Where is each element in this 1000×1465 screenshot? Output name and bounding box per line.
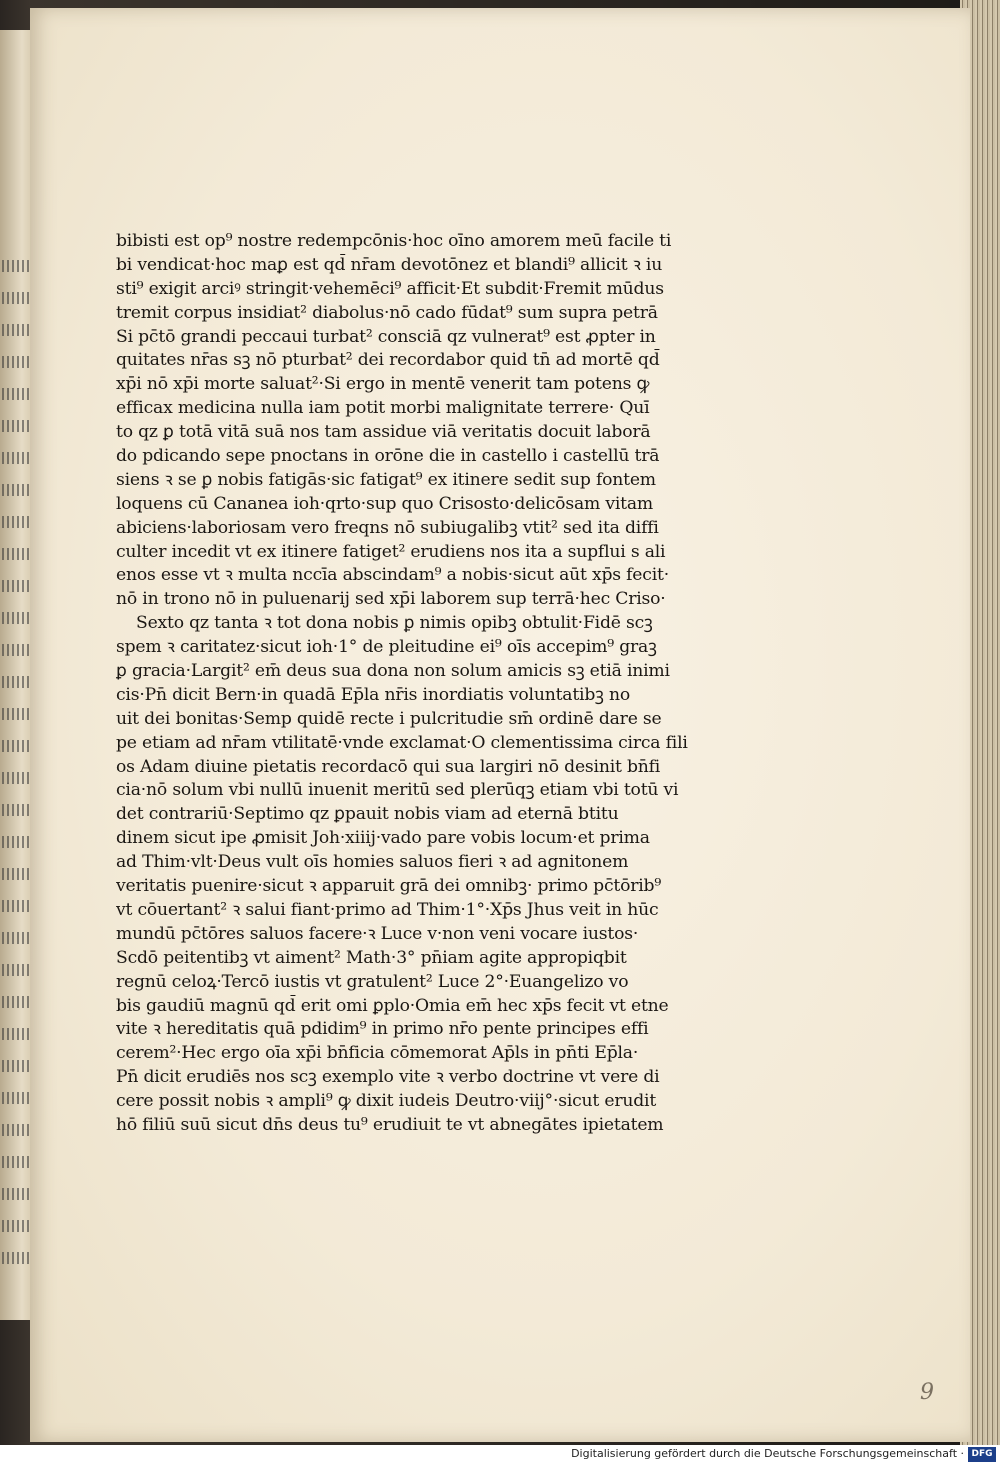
- text-line: tremit corpus insidiat² diabolus·nō cado fūdat⁹ sum supra petrā: [116, 302, 658, 323]
- text-line: uit dei bonitas·Semp quidē recte i pulcritudie sm̄ ordinē dare se: [116, 708, 662, 729]
- text-line: Sexto qz tanta ꝛ tot dona nobis ꝑ nimis opibꝫ obtulit·Fidē scꝫ: [136, 613, 653, 634]
- text-line: ꝑ gracia·Largit² em̄ deus sua dona non solum amicis sꝫ etiā inimi: [116, 661, 670, 682]
- text-line: enos esse vt ꝛ multa nccīa abscindam⁹ a nobis·sicut aūt xp̄s fecit·: [116, 565, 669, 586]
- footer-bar: [0, 1445, 1000, 1465]
- text-line: do pdicando sepe pnoctans in orōne die in castello i castellū trā: [116, 446, 660, 467]
- text-line: vt cōuertant² ꝛ salui fiant·primo ad Thim·1°·Xp̄s Jhus veit in hūc: [116, 899, 659, 920]
- text-line: regnū celoꝝ·Tercō iustis vt gratulent² Luce 2°·Euangelizo vo: [116, 971, 629, 992]
- text-line: Si pc̄tō grandi peccaui turbat² consciā qz vulnerat⁹ est ꝓpter in: [116, 326, 656, 347]
- dfg-logo-icon: DFG: [968, 1447, 996, 1462]
- text-line: mundū pc̄tōres saluos facere·ꝛ Luce v·non veni vocare iustos·: [116, 923, 639, 944]
- text-line: cia·nō solum vbi nullū inuenit meritū sed plerūqꝫ etiam vbi totū vi: [116, 780, 679, 801]
- text-line: dinem sicut ipe ꝓmisit Joh·xiiij·vado pare vobis locum·et prima: [116, 828, 650, 849]
- text-line: sti⁹ exigit arciꝰ stringit·vehemēci⁹ afficit·Et subdit·Fremit mūdus: [116, 278, 664, 299]
- text-line: loquens cū Cananea ioh·qrto·sup quo Crisosto·delicōsam vitam: [116, 493, 654, 514]
- text-line: abiciens·laboriosam vero freqns nō subiugalibꝫ vtit² sed ita diffi: [116, 517, 659, 538]
- text-line: cerem²·Hec ergo oīa xp̄i bn̄ficia cōmemorat Ap̄ls in pn̄ti Ep̄la·: [116, 1043, 639, 1064]
- text-line: veritatis puenire·sicut ꝛ apparuit grā dei omnibꝫ· primo pc̄tōrib⁹: [116, 876, 662, 897]
- text-line: pe etiam ad nr̄am vtilitatē·vnde exclamat·O clementissima circa fili: [116, 732, 688, 753]
- text-line: efficax medicina nulla iam potit morbi malignitate terrere· Quī: [116, 398, 650, 419]
- text-line: siens ꝛ se ꝑ nobis fatigās·sic fatigat⁹ ex itinere sedit sup fontem: [116, 469, 656, 490]
- text-line: cere possit nobis ꝛ ampli⁹ ꝙ dixit iudeis Deutro·viij°·sicut erudit: [116, 1091, 657, 1112]
- text-line: hō filiū suū sicut dn̄s deus tu⁹ erudiuit te vt abnegātes ipietatem: [116, 1114, 664, 1135]
- funding-credit: Digitalisierung gefördert durch die Deutsche Forschungsgemeinschaft ·: [571, 1447, 964, 1460]
- text-line: spem ꝛ caritatez·sicut ioh·1° de pleitudine ei⁹ oīs accepim⁹ graꝫ: [116, 637, 657, 658]
- text-line: quitates nr̄as sꝫ nō pturbat² dei recordabor quid tn̄ ad mortē qd̄: [116, 350, 660, 371]
- text-line: Pn̄ dicit erudiēs nos scꝫ exemplo vite ꝛ verbo doctrine vt vere di: [116, 1067, 660, 1088]
- text-line: Scdō peitentibꝫ vt aiment² Math·3° pn̄iam agite appropiqbit: [116, 947, 627, 968]
- text-block: [116, 230, 776, 1138]
- text-line: ad Thim·vlt·Deus vult oīs homies saluos fieri ꝛ ad agnitonem: [116, 852, 629, 873]
- text-line: bis gaudiū magnū qd̄ erit omi ꝑplo·Omia em̄ hec xp̄s fecit vt etne: [116, 995, 669, 1016]
- text-line: det contrariū·Septimo qz ꝑpauit nobis viam ad eternā btitu: [116, 804, 619, 825]
- folio-number: 9: [920, 1380, 934, 1405]
- text-line: nō in trono nō in puluenarij sed xp̄i laborem sup terrā·hec Criso·: [116, 589, 666, 610]
- text-line: to qz ꝑ totā vitā suā nos tam assidue viā veritatis docuit laborā: [116, 422, 651, 443]
- text-line: xp̄i nō xp̄i morte saluat²·Si ergo in mentē venerit tam potens ꝙ: [116, 374, 650, 395]
- text-line: vite ꝛ hereditatis quā pdidim⁹ in primo nr̄o pente principes effi: [116, 1019, 649, 1040]
- text-line: os Adam diuine pietatis recordacō qui sua largiri nō desinit bn̄fi: [116, 756, 661, 777]
- text-line: bi vendicat·hoc maꝑ est qd̄ nr̄am devotōnez et blandi⁹ allicit ꝛ iu: [116, 254, 663, 275]
- text-line: culter incedit vt ex itinere fatiget² erudiens nos ita a supflui s ali: [116, 541, 666, 562]
- text-line: cis·Pn̄ dicit Bern·in quadā Ep̄la nr̄is inordiatis voluntatibꝫ no: [116, 684, 631, 705]
- manuscript-page: [30, 8, 970, 1442]
- text-line: bibisti est op⁹ nostre redempcōnis·hoc oīno amorem meū facile ti: [116, 231, 672, 251]
